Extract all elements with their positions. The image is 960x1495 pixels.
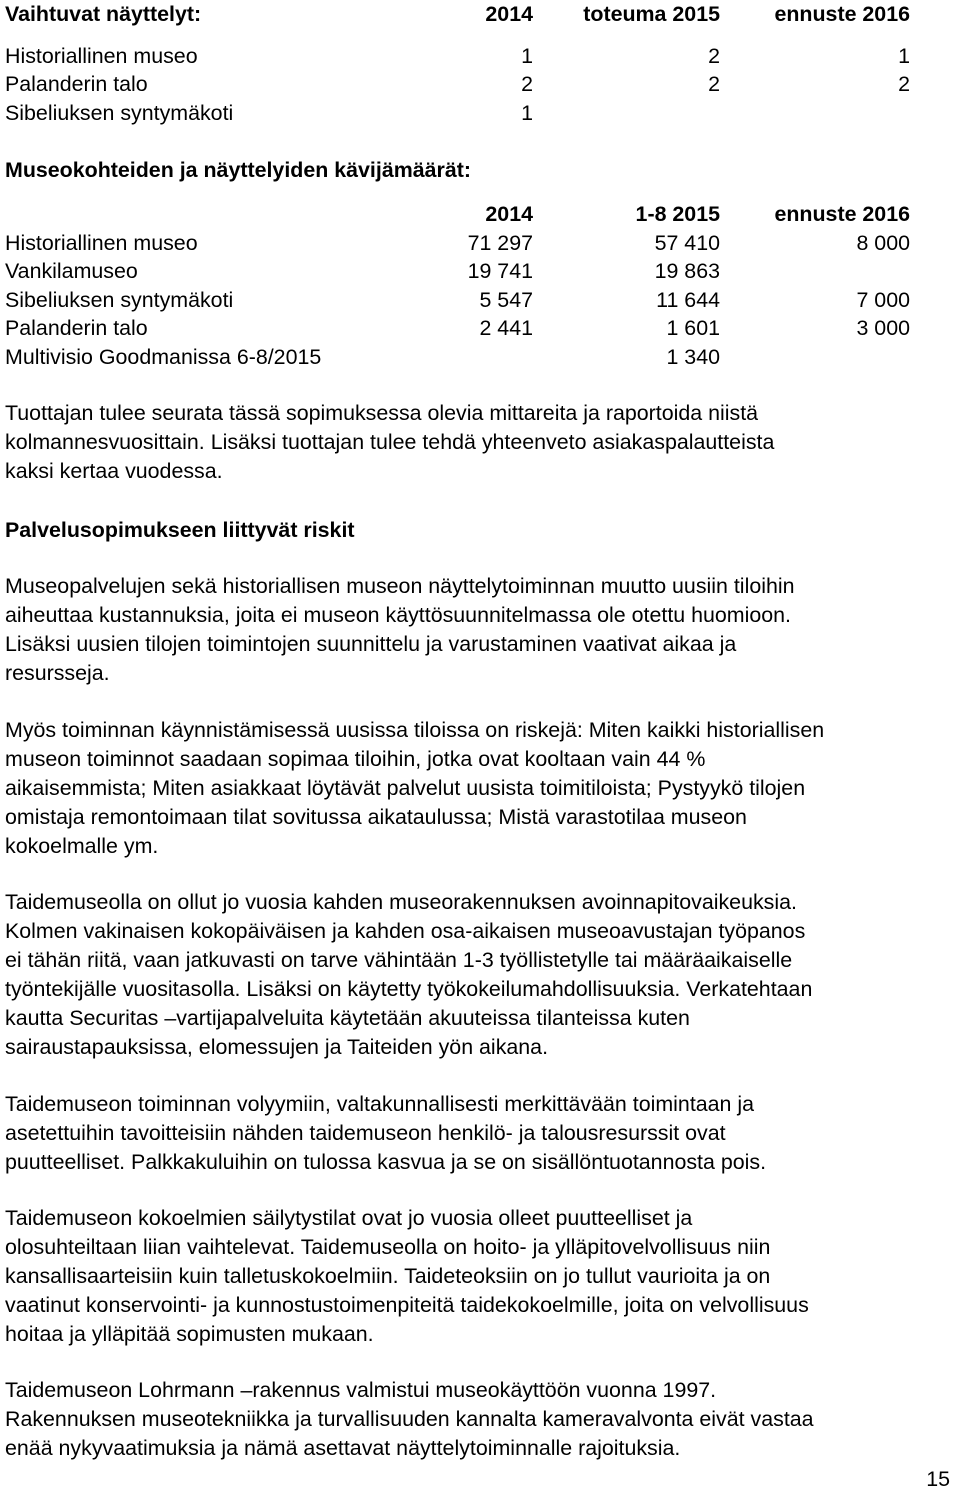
text-line: resursseja. bbox=[5, 660, 110, 685]
table-cell: 2 441 bbox=[479, 316, 533, 340]
text-line: kaksi kertaa vuodessa. bbox=[5, 458, 223, 483]
page-number: 15 bbox=[926, 1467, 950, 1491]
text-line: Kolmen vakinaisen kokopäiväisen ja kahden osa-aikaisen museoavustajan työpanos bbox=[5, 918, 806, 943]
visitors-table bbox=[5, 200, 910, 371]
text-line: Taidemuseon Lohrmann –rakennus valmistui museokäyttöön vuonna 1997. bbox=[5, 1378, 717, 1402]
text-line: Myös toiminnan käynnistämisessä uusissa tiloissa on riskejä: Miten kaikki historiallisen bbox=[5, 718, 825, 742]
table-row bbox=[5, 99, 910, 128]
table-cell: 71 297 bbox=[467, 230, 533, 255]
text-line: hoitaa ja ylläpitää sopimusten mukaan. bbox=[5, 1321, 374, 1346]
exhibitions-table bbox=[5, 0, 910, 127]
text-line: ei tähän riitä, vaan jatkuvasti on tarve vähintään 1-3 työllistetylle tai määräaikaiselle bbox=[5, 947, 793, 972]
table-cell: 1 601 bbox=[666, 316, 720, 340]
row-label: Historiallinen museo bbox=[5, 43, 198, 68]
text-line: työntekijälle vuositasolla. Lisäksi on käytetty työkokeilumahdollisuuksia. Verkatehtaan bbox=[5, 976, 813, 1001]
table-cell: 19 863 bbox=[654, 259, 720, 283]
visitors-title: Museokohteiden ja näyttelyiden kävijämäärät: bbox=[5, 158, 471, 182]
text-line: Tuottajan tulee seurata tässä sopimuksessa olevia mittareita ja raportoida niistä bbox=[5, 401, 759, 425]
table-row bbox=[5, 70, 910, 99]
row-label: Historiallinen museo bbox=[5, 230, 198, 255]
text-line: museon toiminnot saadaan sopimaa tiloihin, jotka ovat kooltaan vain 44 % bbox=[5, 746, 706, 771]
table-cell: 11 644 bbox=[656, 287, 720, 312]
text-line: Taidemuseolla on ollut jo vuosia kahden museorakennuksen avoinnapitovaikeuksia. bbox=[5, 890, 797, 914]
exhibitions-header-row bbox=[5, 0, 910, 29]
table-cell: 2 bbox=[898, 72, 910, 96]
text-line: kansallisaarteisiin kuin talletuskokoelmiin. Taideteoksiin on jo tullut vaurioita ja on bbox=[5, 1263, 771, 1288]
table-cell: 1 bbox=[521, 43, 533, 68]
risks-paragraph-relocation bbox=[5, 572, 953, 688]
text-line: Museopalvelujen sekä historiallisen museon näyttelytoiminnan muutto uusiin tiloihin bbox=[5, 574, 795, 598]
collections-storage-paragraph bbox=[5, 1204, 953, 1349]
text-line: kolmannesvuosittain. Lisäksi tuottajan tulee tehdä yhteenveto asiakaspalautteista bbox=[5, 429, 775, 454]
column-header: 2014 bbox=[485, 202, 533, 226]
text-line: kautta Securitas –vartijapalveluita käytetään akuuteissa tilanteissa kuten bbox=[5, 1005, 690, 1030]
table-cell: 7 000 bbox=[856, 287, 910, 312]
table-cell: 5 547 bbox=[479, 287, 533, 312]
table-row bbox=[5, 343, 910, 372]
reporting-paragraph bbox=[5, 399, 953, 486]
text-line: enää nykyvaatimuksia ja nämä asettavat näyttelytoiminnalle rajoituksia. bbox=[5, 1435, 681, 1460]
text-line: aiheuttaa kustannuksia, joita ei museon käyttösuunnitelmassa ole otettu huomioon. bbox=[5, 602, 792, 627]
text-line: Lisäksi uusien tilojen toimintojen suunnittelu ja varustaminen vaativat aikaa ja bbox=[5, 631, 737, 656]
row-label: Sibeliuksen syntymäkoti bbox=[5, 287, 234, 312]
row-label: Sibeliuksen syntymäkoti bbox=[5, 100, 234, 125]
text-line: olosuhteiltaan liian vaihtelevat. Taidemuseolla on hoito- ja ylläpitovelvollisuus niin bbox=[5, 1234, 771, 1259]
table-cell: 2 bbox=[521, 72, 533, 96]
table-cell: 1 bbox=[898, 43, 910, 68]
table-cell: 2 bbox=[708, 72, 720, 96]
risks-heading: Palvelusopimukseen liittyvät riskit bbox=[5, 518, 355, 542]
text-line: sairaustapauksissa, elomessujen ja Taiteiden yön aikana. bbox=[5, 1034, 549, 1059]
column-header: ennuste 2016 bbox=[774, 202, 910, 226]
lohrmann-building-paragraph bbox=[5, 1376, 953, 1463]
document-page bbox=[5, 0, 955, 1495]
row-label: Multivisio Goodmanissa 6-8/2015 bbox=[5, 344, 322, 369]
column-header: 2014 bbox=[485, 2, 533, 26]
visitors-header-row bbox=[5, 200, 910, 229]
table-cell: 1 340 bbox=[666, 344, 720, 369]
table-cell: 8 000 bbox=[856, 230, 910, 255]
text-line: kokoelmalle ym. bbox=[5, 833, 159, 858]
text-line: puutteelliset. Palkkakuluihin on tulossa kasvua ja se on sisällöntuotannosta pois. bbox=[5, 1149, 767, 1174]
table-cell: 2 bbox=[708, 43, 720, 68]
table-row bbox=[5, 42, 910, 71]
column-header: 1-8 2015 bbox=[635, 202, 720, 226]
text-line: Taidemuseon toiminnan volyymiin, valtakunnallisesti merkittävään toimintaan ja bbox=[5, 1092, 755, 1116]
art-museum-staffing-paragraph bbox=[5, 888, 953, 1061]
row-label: Palanderin talo bbox=[5, 316, 148, 340]
table-cell: 19 741 bbox=[467, 259, 533, 283]
risks-paragraph-startup bbox=[5, 716, 953, 861]
table-cell: 3 000 bbox=[856, 316, 910, 340]
text-line: Taidemuseon kokoelmien säilytystilat ovat jo vuosia olleet puutteelliset ja bbox=[5, 1206, 693, 1230]
art-museum-resources-paragraph bbox=[5, 1090, 953, 1177]
table-row bbox=[5, 229, 910, 258]
table-cell: 57 410 bbox=[654, 230, 720, 255]
table-row bbox=[5, 286, 910, 315]
row-label: Palanderin talo bbox=[5, 72, 148, 96]
text-line: vaatinut konservointi- ja kunnostustoimenpiteitä taidekokoelmille, joita on velvollisuus bbox=[5, 1292, 809, 1317]
table-cell: 1 bbox=[521, 100, 533, 125]
column-header: toteuma 2015 bbox=[583, 2, 720, 26]
text-line: Rakennuksen museotekniikka ja turvallisuuden kannalta kameravalvonta eivät vastaa bbox=[5, 1406, 814, 1431]
table-row bbox=[5, 314, 910, 343]
column-header: ennuste 2016 bbox=[774, 2, 910, 26]
row-label: Vankilamuseo bbox=[5, 259, 138, 283]
text-line: aikaisemmista; Miten asiakkaat löytävät palvelut uusista toimitiloista; Pystyykö tilojen bbox=[5, 775, 806, 800]
table-row bbox=[5, 257, 910, 286]
text-line: omistaja remontoimaan tilat sovitussa aikataulussa; Mistä varastotilaa museon bbox=[5, 804, 747, 829]
text-line: asetettuihin tavoitteisiin nähden taidemuseon henkilö- ja talousresurssit ovat bbox=[5, 1120, 726, 1145]
exhibitions-title: Vaihtuvat näyttelyt: bbox=[5, 2, 202, 26]
